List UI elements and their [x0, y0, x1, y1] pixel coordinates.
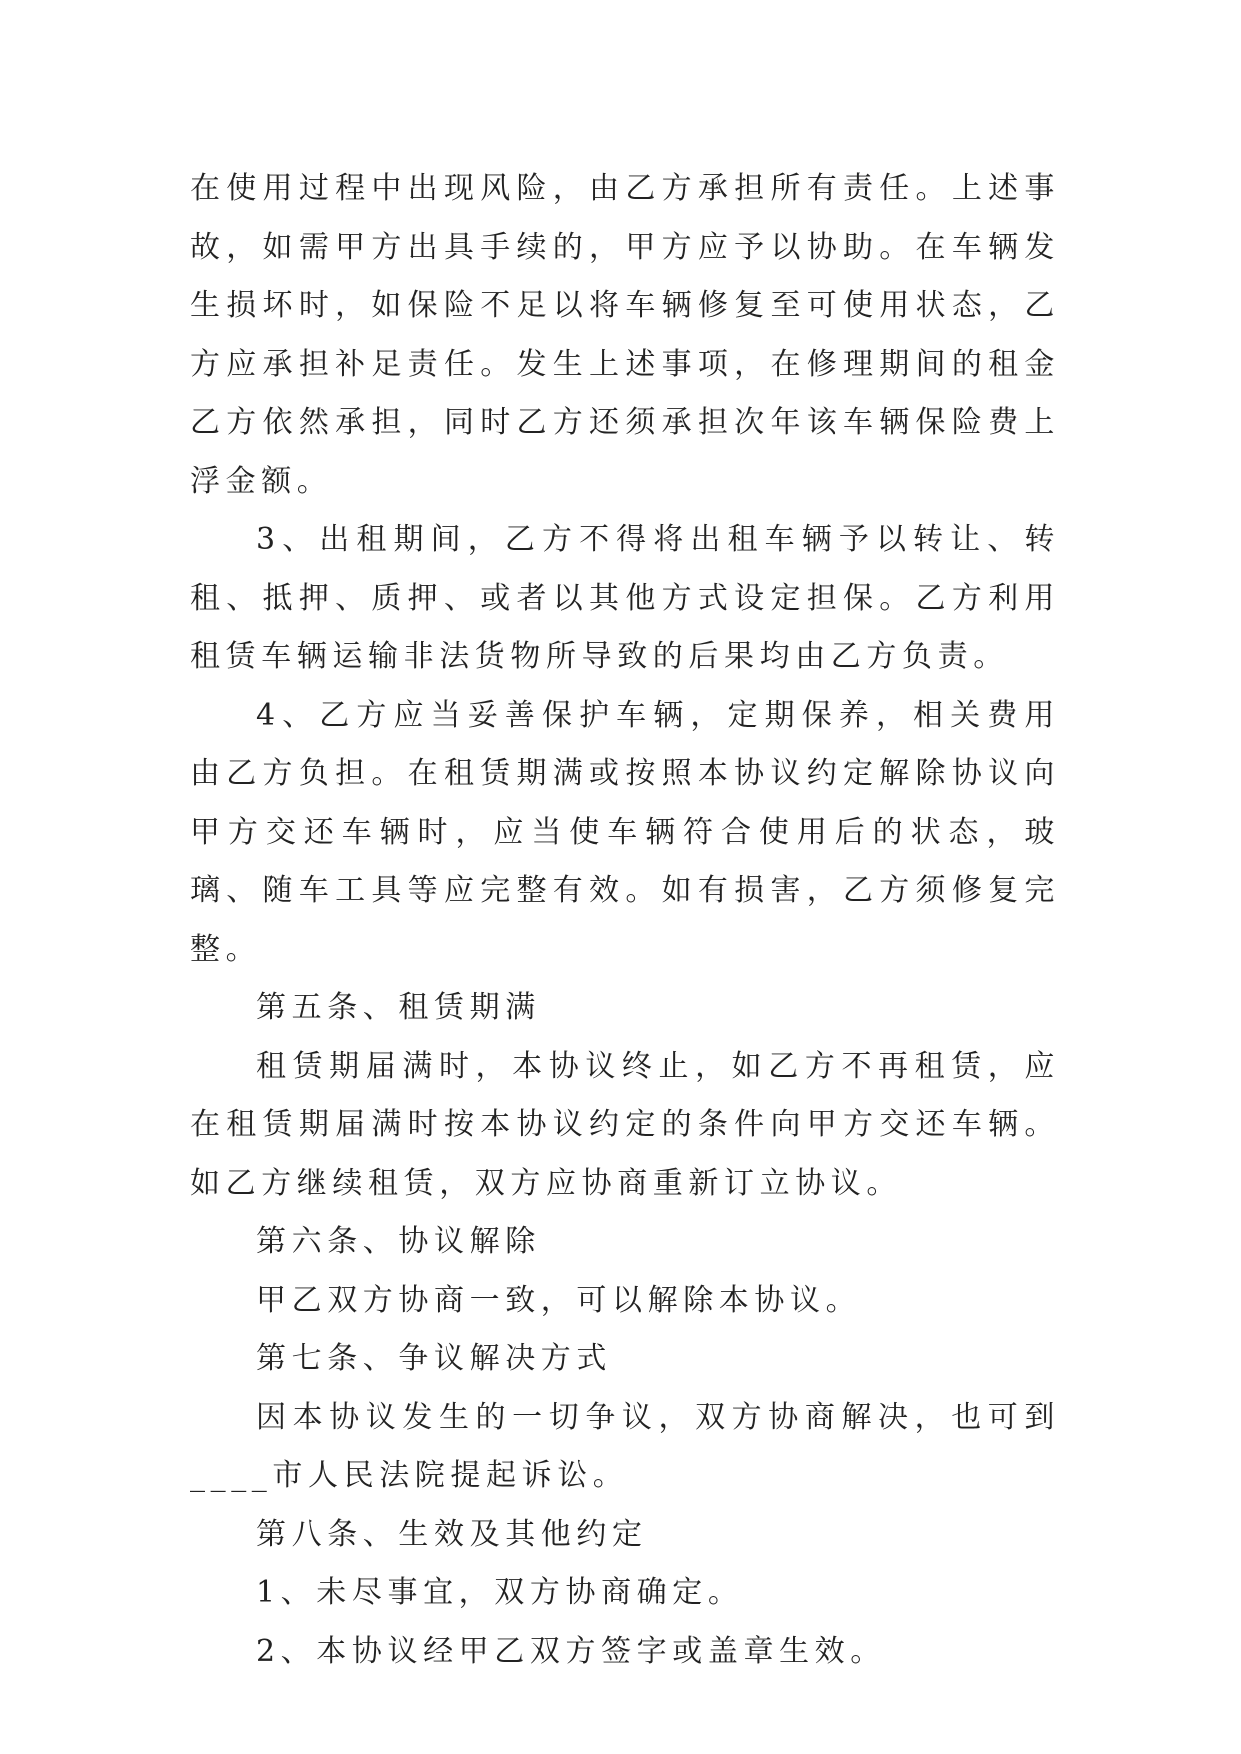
paragraph-item-4: 4、乙方应当妥善保护车辆，定期保养，相关费用由乙方负担。在租赁期满或按照本协议约定解除协议向甲方交还车辆时，应当使车辆符合使用后的状态，玻璃、随车工具等应完整有效。如有损害，乙方须修复完整。 [190, 697, 1060, 967]
section-heading-5: 第五条、租赁期满 [256, 990, 541, 1025]
section-heading-7: 第七条、争议解决方式 [256, 1341, 612, 1376]
document-body [190, 160, 1060, 1681]
paragraph-liability: 在使用过程中出现风险，由乙方承担所有责任。上述事故，如需甲方出具手续的，甲方应予以协助。在车辆发生损坏时，如保险不足以将车辆修复至可使用状态，乙方应承担补足责任。发生上述事项，在修理期间的租金乙方依然承担，同时乙方还须承担次年该车辆保险费上浮金额。 [190, 171, 1060, 499]
paragraph-item-3: 3、出租期间，乙方不得将出租车辆予以转让、转租、抵押、质押、或者以其他方式设定担保。乙方利用租赁车辆运输非法货物所导致的后果均由乙方负责。 [190, 522, 1060, 674]
paragraph-section-5: 租赁期届满时，本协议终止，如乙方不再租赁，应在租赁期届满时按本协议约定的条件向甲方交还车辆。如乙方继续租赁，双方应协商重新订立协议。 [190, 1048, 1060, 1201]
paragraph-section-6: 甲乙双方协商一致，可以解除本协议。 [256, 1282, 862, 1318]
paragraph-item-8-2: 2、本协议经甲乙双方签字或盖章生效。 [256, 1633, 886, 1669]
section-heading-6: 第六条、协议解除 [256, 1224, 541, 1259]
section-heading-8: 第八条、生效及其他约定 [256, 1516, 648, 1552]
paragraph-section-7: 因本协议发生的一切争议，双方协商解决，也可到____市人民法院提起诉讼。 [190, 1399, 1060, 1493]
paragraph-item-8-1: 1、未尽事宜，双方协商确定。 [256, 1575, 744, 1610]
